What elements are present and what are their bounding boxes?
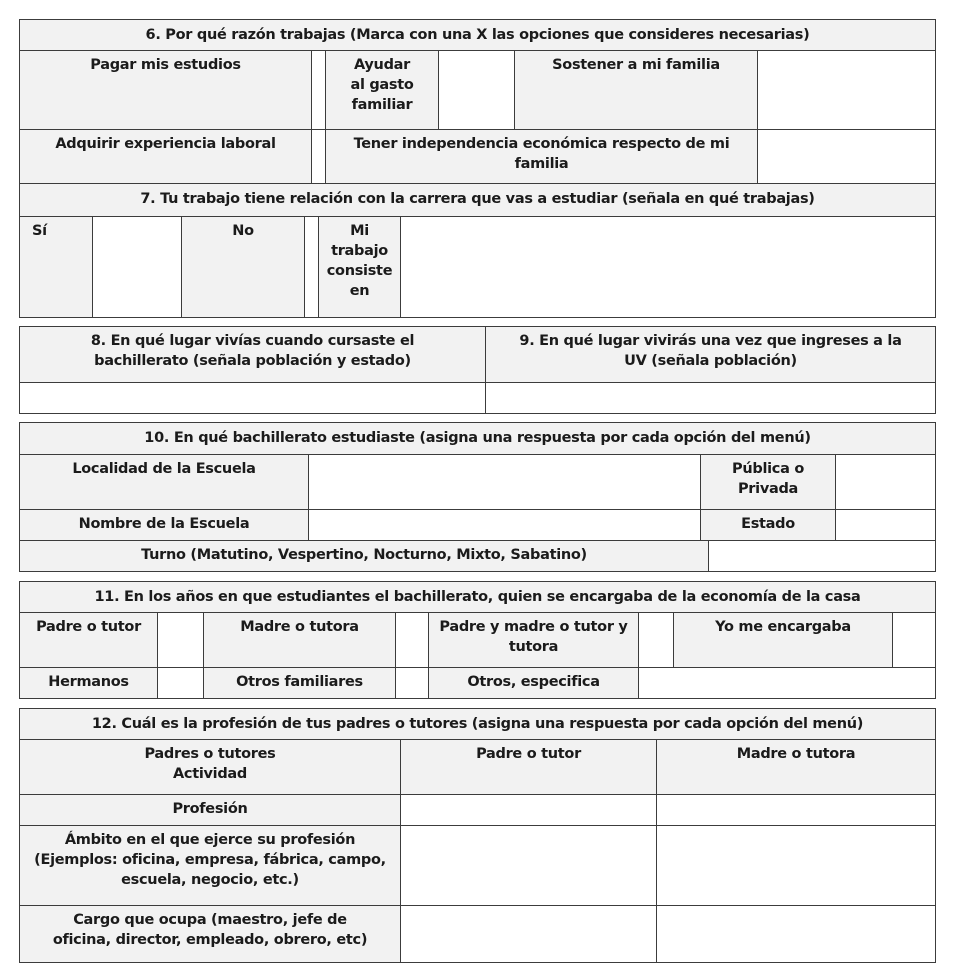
- checkbox-sostener-familia[interactable]: [757, 50, 936, 130]
- checkbox-padre-tutor[interactable]: [157, 612, 204, 668]
- input-nombre-escuela[interactable]: [308, 509, 701, 541]
- input-estado[interactable]: [835, 509, 936, 541]
- label-madre-tutora: Madre o tutora: [203, 612, 396, 668]
- checkbox-experiencia-laboral[interactable]: [311, 129, 326, 184]
- checkbox-otros-familiares[interactable]: [395, 667, 429, 699]
- checkbox-si[interactable]: [92, 216, 182, 318]
- col-header-madre: Madre o tutora: [656, 739, 936, 795]
- q7-title: 7. Tu trabajo tiene relación con la carrera que vas a estudiar (señala en qué trabajas): [19, 183, 936, 217]
- label-mi-trabajo-consiste: Mi trabajo consiste en: [318, 216, 401, 318]
- input-ambito-madre[interactable]: [656, 825, 936, 906]
- label-no: No: [181, 216, 305, 318]
- input-mi-trabajo-consiste[interactable]: [400, 216, 936, 318]
- input-localidad-escuela[interactable]: [308, 454, 701, 510]
- label-hermanos: Hermanos: [19, 667, 158, 699]
- option-ayudar-gasto: Ayudar al gasto familiar: [325, 50, 439, 130]
- label-padre-y-madre: Padre y madre o tutor y tutora: [428, 612, 639, 668]
- input-otros-especifica[interactable]: [638, 667, 936, 699]
- input-turno[interactable]: [708, 540, 936, 572]
- corner-line-2: Actividad: [173, 766, 247, 782]
- label-padre-tutor: Padre o tutor: [19, 612, 158, 668]
- checkbox-independencia-economica[interactable]: [757, 129, 936, 184]
- label-nombre-escuela: Nombre de la Escuela: [19, 509, 309, 541]
- option-sostener-familia: Sostener a mi familia: [514, 50, 758, 130]
- label-localidad-escuela: Localidad de la Escuela: [19, 454, 309, 510]
- q6-title: 6. Por qué razón trabajas (Marca con una X las opciones que consideres necesarias): [19, 19, 936, 51]
- label-otros-especifica: Otros, especifica: [428, 667, 639, 699]
- q10-title: 10. En qué bachillerato estudiaste (asigna una respuesta por cada opción del menú): [19, 422, 936, 455]
- checkbox-ayudar-gasto[interactable]: [438, 50, 515, 130]
- row-label-profesion: Profesión: [19, 794, 401, 826]
- option-experiencia-laboral: Adquirir experiencia laboral: [19, 129, 312, 184]
- label-turno: Turno (Matutino, Vespertino, Nocturno, Mixto, Sabatino): [19, 540, 709, 572]
- q8-title: 8. En qué lugar vivías cuando cursaste el bachillerato (señala población y estado): [19, 326, 486, 383]
- label-otros-familiares: Otros familiares: [203, 667, 396, 699]
- option-independencia-economica: Tener independencia económica respecto de mi familia: [325, 129, 758, 184]
- input-profesion-padre[interactable]: [400, 794, 657, 826]
- label-si: Sí: [19, 216, 93, 318]
- input-lugar-uv[interactable]: [485, 382, 936, 414]
- label-publica-privada: Pública o Privada: [700, 454, 836, 510]
- input-lugar-bachillerato[interactable]: [19, 382, 486, 414]
- row-label-ambito: Ámbito en el que ejerce su profesión (Ejemplos: oficina, empresa, fábrica, campo, escuela, negocio, etc.): [19, 825, 401, 906]
- option-pagar-estudios: Pagar mis estudios: [19, 50, 312, 130]
- corner-header: [19, 739, 401, 795]
- input-ambito-padre[interactable]: [400, 825, 657, 906]
- input-cargo-madre[interactable]: [656, 905, 936, 963]
- col-header-padre: Padre o tutor: [400, 739, 657, 795]
- q11-title: 11. En los años en que estudiantes el bachillerato, quien se encargaba de la economía de la casa: [19, 581, 936, 613]
- checkbox-no[interactable]: [304, 216, 319, 318]
- label-estado: Estado: [700, 509, 836, 541]
- corner-line-1: Padres o tutores: [144, 746, 276, 762]
- label-yo-me-encargaba: Yo me encargaba: [673, 612, 893, 668]
- q12-title: 12. Cuál es la profesión de tus padres o tutores (asigna una respuesta por cada opción del menú): [19, 708, 936, 740]
- input-publica-privada[interactable]: [835, 454, 936, 510]
- input-profesion-madre[interactable]: [656, 794, 936, 826]
- checkbox-padre-y-madre[interactable]: [638, 612, 674, 668]
- input-cargo-padre[interactable]: [400, 905, 657, 963]
- row-label-cargo: Cargo que ocupa (maestro, jefe de oficina, director, empleado, obrero, etc): [19, 905, 401, 963]
- q9-title: 9. En qué lugar vivirás una vez que ingreses a la UV (señala población): [485, 326, 936, 383]
- checkbox-yo-me-encargaba[interactable]: [892, 612, 936, 668]
- checkbox-madre-tutora[interactable]: [395, 612, 429, 668]
- checkbox-hermanos[interactable]: [157, 667, 204, 699]
- checkbox-pagar-estudios[interactable]: [311, 50, 326, 130]
